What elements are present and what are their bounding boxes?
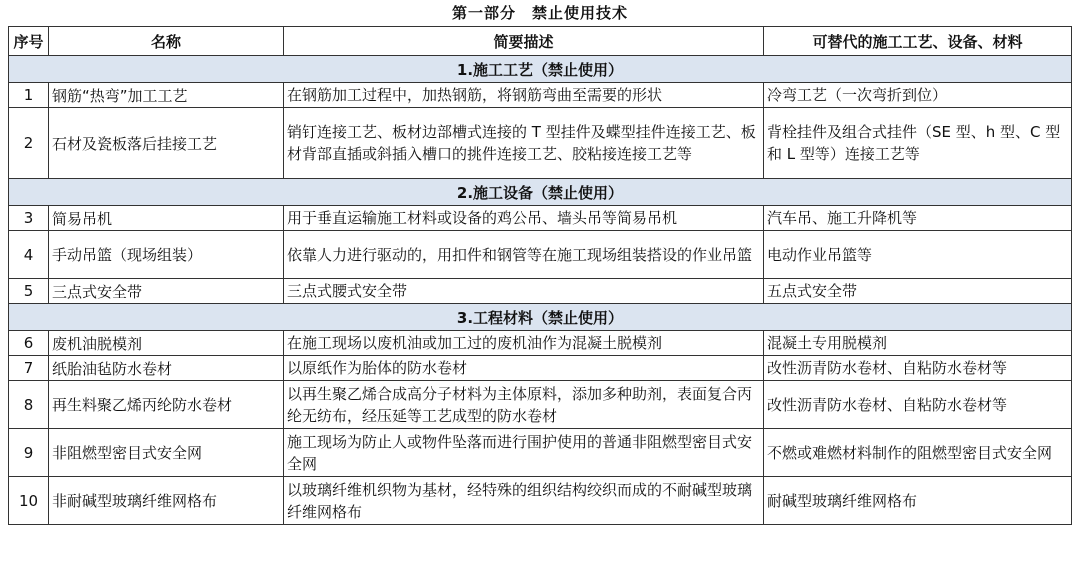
header-alt: 可替代的施工工艺、设备、材料 [764, 27, 1072, 56]
row-alt: 耐碱型玻璃纤维网格布 [764, 477, 1072, 525]
row-alt: 五点式安全带 [764, 279, 1072, 304]
row-no: 8 [9, 381, 49, 429]
row-desc: 依靠人力进行驱动的，用扣件和钢管等在施工现场组装搭设的作业吊篮 [284, 231, 764, 279]
row-alt: 不燃或难燃材料制作的阻燃型密目式安全网 [764, 429, 1072, 477]
section-header [9, 56, 1072, 83]
row-name: 纸胎油毡防水卷材 [49, 356, 284, 381]
prohibited-tech-table [8, 26, 1072, 525]
row-name: 三点式安全带 [49, 279, 284, 304]
row-alt: 背栓挂件及组合式挂件（SE 型、h 型、C 型和 L 型等）连接工艺等 [764, 108, 1072, 179]
row-name: 简易吊机 [49, 206, 284, 231]
row-name: 非耐碱型玻璃纤维网格布 [49, 477, 284, 525]
row-no: 5 [9, 279, 49, 304]
row-name: 再生料聚乙烯丙纶防水卷材 [49, 381, 284, 429]
header-row [9, 27, 1072, 56]
row-name: 手动吊篮（现场组装） [49, 231, 284, 279]
row-alt: 改性沥青防水卷材、自粘防水卷材等 [764, 381, 1072, 429]
table-row [9, 83, 1072, 108]
header-no: 序号 [9, 27, 49, 56]
row-alt: 改性沥青防水卷材、自粘防水卷材等 [764, 356, 1072, 381]
row-desc: 施工现场为防止人或物件坠落而进行围护使用的普通非阻燃型密目式安全网 [284, 429, 764, 477]
row-name: 石材及瓷板落后挂接工艺 [49, 108, 284, 179]
table-row [9, 108, 1072, 179]
section-title: 3.工程材料（禁止使用） [9, 304, 1072, 331]
row-alt: 冷弯工艺（一次弯折到位） [764, 83, 1072, 108]
table-row [9, 331, 1072, 356]
table-row [9, 429, 1072, 477]
row-no: 7 [9, 356, 49, 381]
row-desc: 在钢筋加工过程中，加热钢筋，将钢筋弯曲至需要的形状 [284, 83, 764, 108]
row-alt: 汽车吊、施工升降机等 [764, 206, 1072, 231]
row-desc: 以玻璃纤维机织物为基材，经特殊的组织结构绞织而成的不耐碱型玻璃纤维网格布 [284, 477, 764, 525]
table-row [9, 356, 1072, 381]
row-no: 10 [9, 477, 49, 525]
row-desc: 以再生聚乙烯合成高分子材料为主体原料，添加多种助剂，表面复合丙纶无纺布，经压延等工艺成型的防水卷材 [284, 381, 764, 429]
table-row [9, 381, 1072, 429]
table-row [9, 206, 1072, 231]
row-alt: 电动作业吊篮等 [764, 231, 1072, 279]
row-no: 6 [9, 331, 49, 356]
header-desc: 简要描述 [284, 27, 764, 56]
section-title: 2.施工设备（禁止使用） [9, 179, 1072, 206]
row-name: 非阻燃型密目式安全网 [49, 429, 284, 477]
row-no: 4 [9, 231, 49, 279]
table-row [9, 279, 1072, 304]
page-title: 第一部分 禁止使用技术 [451, 4, 628, 22]
table-row [9, 231, 1072, 279]
row-desc: 以原纸作为胎体的防水卷材 [284, 356, 764, 381]
header-name: 名称 [49, 27, 284, 56]
table-row [9, 477, 1072, 525]
section-title: 1.施工工艺（禁止使用） [9, 56, 1072, 83]
row-desc: 销钉连接工艺、板材边部槽式连接的 T 型挂件及蝶型挂件连接工艺、板材背部直插或斜插入槽口的挑件连接工艺、胶粘接连接工艺等 [284, 108, 764, 179]
row-no: 2 [9, 108, 49, 179]
section-header [9, 179, 1072, 206]
row-name: 废机油脱模剂 [49, 331, 284, 356]
row-desc: 三点式腰式安全带 [284, 279, 764, 304]
row-name: 钢筋“热弯”加工工艺 [49, 83, 284, 108]
row-alt: 混凝土专用脱模剂 [764, 331, 1072, 356]
section-header [9, 304, 1072, 331]
row-no: 9 [9, 429, 49, 477]
row-desc: 用于垂直运输施工材料或设备的鸡公吊、墙头吊等简易吊机 [284, 206, 764, 231]
row-no: 3 [9, 206, 49, 231]
row-desc: 在施工现场以废机油或加工过的废机油作为混凝土脱模剂 [284, 331, 764, 356]
row-no: 1 [9, 83, 49, 108]
